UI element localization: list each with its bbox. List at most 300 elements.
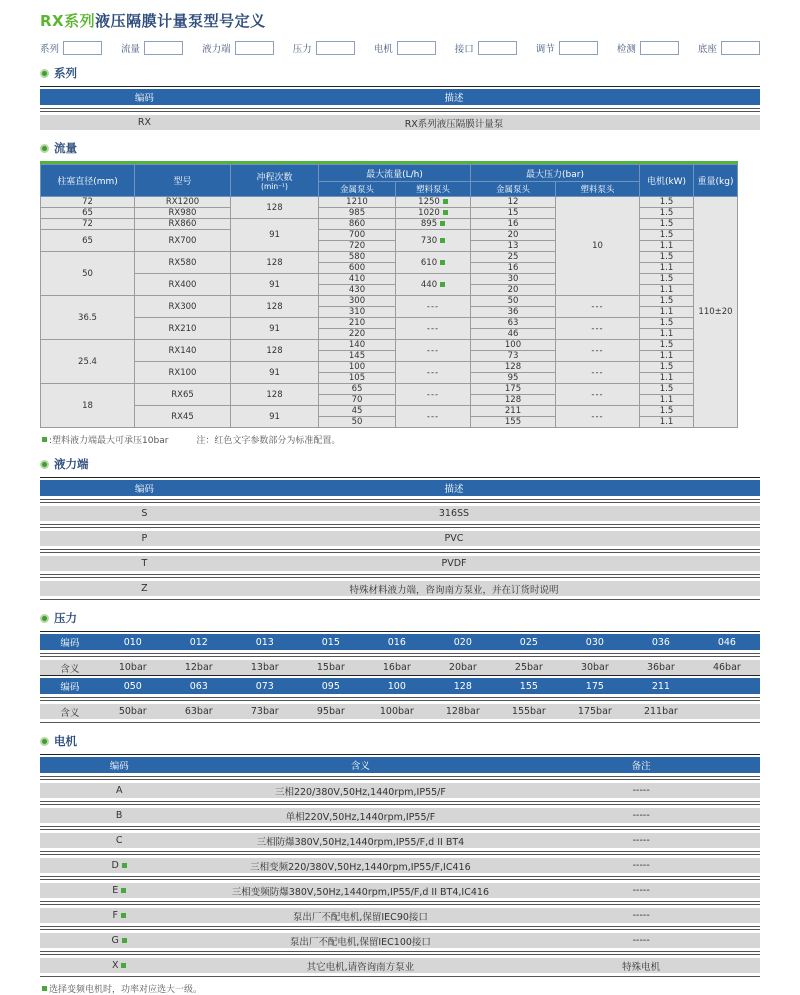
green-square-marker-icon bbox=[440, 282, 445, 287]
code-field-box bbox=[316, 41, 355, 55]
pressure-code: 046 bbox=[717, 636, 736, 648]
code-field-label: 检测 bbox=[616, 44, 636, 55]
pressure-code: 013 bbox=[255, 636, 274, 648]
pressure-value: 155bar bbox=[511, 706, 546, 717]
cell-motor-code: D bbox=[40, 860, 198, 871]
pressure-value: 211bar bbox=[643, 706, 678, 717]
flow-table-row bbox=[41, 340, 738, 351]
pressure-code: 036 bbox=[651, 636, 670, 648]
flow-cell: 730 bbox=[396, 230, 471, 252]
pressure-code: 020 bbox=[453, 636, 472, 648]
motor-row bbox=[40, 883, 760, 898]
table-row bbox=[40, 531, 760, 546]
flow-cell: 50 bbox=[319, 417, 396, 428]
table-header-row bbox=[40, 89, 760, 105]
flow-cell: 410 bbox=[319, 274, 396, 285]
flow-cell: 72 bbox=[41, 219, 135, 230]
code-field bbox=[202, 41, 274, 55]
code-field-label: 底座 bbox=[697, 44, 717, 55]
pressure-code: 175 bbox=[585, 680, 604, 692]
flow-cell: 1.5 bbox=[640, 296, 694, 307]
pressure-code: 015 bbox=[321, 636, 340, 648]
code-field-box bbox=[397, 41, 436, 55]
bullet-icon bbox=[40, 737, 49, 746]
flow-cell: 140 bbox=[319, 340, 396, 351]
flow-cell: --- bbox=[396, 296, 471, 318]
cell-meaning-label: 含义 bbox=[60, 707, 80, 719]
section-flow bbox=[40, 140, 760, 446]
flow-cell: 1.5 bbox=[640, 274, 694, 285]
row-separator bbox=[40, 851, 760, 855]
green-square-marker-icon bbox=[440, 221, 445, 226]
cell-code: P bbox=[141, 533, 148, 544]
flow-cell: 91 bbox=[231, 318, 319, 340]
flow-cell: 70 bbox=[319, 395, 396, 406]
code-field bbox=[698, 41, 760, 55]
flow-footnote bbox=[42, 433, 760, 446]
pressure-value: 20bar bbox=[448, 662, 477, 673]
flow-cell: 46 bbox=[471, 329, 556, 340]
pressure-code: 155 bbox=[519, 680, 538, 692]
flow-header-strokes-unit: (min⁻¹) bbox=[261, 182, 288, 191]
flow-cell: 100 bbox=[471, 340, 556, 351]
cell-code: S bbox=[141, 508, 148, 519]
column-header-desc: 描述 bbox=[444, 93, 464, 104]
flow-cell: 700 bbox=[319, 230, 396, 241]
flow-cell: 860 bbox=[319, 219, 396, 230]
flow-cell: 145 bbox=[319, 351, 396, 362]
code-field bbox=[293, 41, 355, 55]
bullet-icon bbox=[40, 144, 49, 153]
code-field-box bbox=[559, 41, 598, 55]
cell-motor-note: 特殊电机 bbox=[622, 961, 661, 973]
green-square-marker-icon bbox=[440, 260, 445, 265]
flow-cell: RX300 bbox=[135, 296, 231, 318]
green-square-marker-icon bbox=[42, 986, 47, 991]
flow-cell: --- bbox=[396, 362, 471, 384]
cell-motor-meaning: 其它电机,请咨询南方泵业 bbox=[306, 961, 415, 973]
flow-cell: 110±20 bbox=[694, 197, 738, 428]
flow-cell: 1.1 bbox=[640, 263, 694, 274]
bullet-icon bbox=[40, 614, 49, 623]
green-square-marker-icon bbox=[443, 210, 448, 215]
flow-cell: 1.1 bbox=[640, 329, 694, 340]
flow-cell: 36.5 bbox=[41, 296, 135, 340]
pressure-value: 63bar bbox=[184, 706, 213, 717]
cell-motor-note: ----- bbox=[632, 935, 650, 946]
flow-cell: 1210 bbox=[319, 197, 396, 208]
flow-cell: 985 bbox=[319, 208, 396, 219]
flow-cell: 1.1 bbox=[640, 241, 694, 252]
flow-cell: 1.5 bbox=[640, 362, 694, 373]
table-row bbox=[40, 581, 760, 596]
flow-cell: 1.5 bbox=[640, 406, 694, 417]
flow-cell: 1.5 bbox=[640, 197, 694, 208]
cell-motor-meaning: 三相防爆380V,50Hz,1440rpm,IP55/F,d II BT4 bbox=[256, 836, 465, 848]
pressure-value: 15bar bbox=[316, 662, 345, 673]
pressure-value: 50bar bbox=[118, 706, 147, 717]
flow-footnote-legend: :塑料液力端最大可承压10bar bbox=[49, 436, 169, 446]
row-separator bbox=[40, 108, 760, 112]
column-header-code: 编码 bbox=[134, 484, 154, 495]
flow-subheader-plastic-head: 塑料泵头 bbox=[396, 182, 471, 197]
flow-cell: 128 bbox=[471, 395, 556, 406]
flow-cell: 105 bbox=[319, 373, 396, 384]
flow-cell: 1.5 bbox=[640, 230, 694, 241]
pressure-value: 10bar bbox=[118, 662, 147, 673]
code-field bbox=[40, 41, 102, 55]
flow-cell: 63 bbox=[471, 318, 556, 329]
table-row bbox=[40, 506, 760, 521]
table-row bbox=[40, 115, 760, 130]
pressure-code: 095 bbox=[321, 680, 340, 692]
code-field-label: 流量 bbox=[121, 44, 141, 55]
row-separator bbox=[40, 524, 760, 528]
code-field-box bbox=[235, 41, 274, 55]
flow-cell: 220 bbox=[319, 329, 396, 340]
flow-cell: 95 bbox=[471, 373, 556, 384]
pressure-header-row bbox=[40, 634, 760, 650]
table-top-rule bbox=[40, 477, 760, 478]
flow-cell: 91 bbox=[231, 406, 319, 428]
cell-motor-meaning: 单相220V,50Hz,1440rpm,IP55/F bbox=[285, 811, 436, 823]
flow-header-diameter: 柱塞直径(mm) bbox=[41, 165, 135, 197]
flow-cell: 1.1 bbox=[640, 395, 694, 406]
flow-cell: 610 bbox=[396, 252, 471, 274]
green-square-marker-icon bbox=[122, 938, 127, 943]
table-bottom-rule bbox=[40, 722, 760, 723]
pressure-value: 36bar bbox=[646, 662, 675, 673]
flow-cell: 12 bbox=[471, 197, 556, 208]
flow-cell: 1.5 bbox=[640, 252, 694, 263]
motor-table bbox=[40, 754, 760, 977]
green-square-marker-icon bbox=[440, 238, 445, 243]
flow-cell: RX580 bbox=[135, 252, 231, 274]
code-field-box bbox=[478, 41, 517, 55]
section-title-series bbox=[40, 65, 760, 81]
cell-motor-code: F bbox=[40, 910, 198, 921]
cell-meaning-label: 含义 bbox=[60, 663, 80, 675]
pressure-value: 175bar bbox=[577, 706, 612, 717]
cell-motor-meaning: 泵出厂不配电机,保留IEC100接口 bbox=[289, 936, 431, 948]
cell-motor-note: ----- bbox=[632, 835, 650, 846]
cell-motor-note: ----- bbox=[632, 910, 650, 921]
motor-column-header: 含义 bbox=[350, 761, 370, 772]
green-square-marker-icon bbox=[42, 437, 47, 442]
flow-cell: 65 bbox=[41, 208, 135, 219]
cell-motor-meaning: 三相220/380V,50Hz,1440rpm,IP55/F bbox=[274, 786, 446, 798]
green-square-marker-icon bbox=[121, 888, 126, 893]
code-field-label: 系列 bbox=[40, 44, 60, 55]
flow-cell: 36 bbox=[471, 307, 556, 318]
row-separator bbox=[40, 653, 760, 657]
flow-cell: 65 bbox=[319, 384, 396, 395]
page-title-highlight: RX系列 bbox=[40, 12, 96, 30]
pressure-tables bbox=[40, 631, 760, 723]
section-title-hydraulic-end bbox=[40, 456, 760, 472]
flow-header-model: 型号 bbox=[135, 165, 231, 197]
green-square-marker-icon bbox=[443, 199, 448, 204]
cell-desc: RX系列液压隔膜计量泵 bbox=[404, 118, 504, 130]
flow-cell: 1250 bbox=[396, 197, 471, 208]
bottom-footnote-text: 选择变频电机时，功率对应选大一级。 bbox=[49, 985, 203, 995]
flow-cell: RX980 bbox=[135, 208, 231, 219]
section-title-pressure-label: 压力 bbox=[54, 611, 77, 625]
code-field-label: 电机 bbox=[373, 44, 393, 55]
section-pressure bbox=[40, 610, 760, 723]
table-top-rule bbox=[40, 631, 760, 632]
flow-cell: 310 bbox=[319, 307, 396, 318]
flow-cell: 1.1 bbox=[640, 417, 694, 428]
row-separator bbox=[40, 926, 760, 930]
code-field bbox=[374, 41, 436, 55]
cell-code: T bbox=[141, 558, 148, 569]
row-separator bbox=[40, 951, 760, 955]
flow-table-row bbox=[41, 197, 738, 208]
row-separator bbox=[40, 826, 760, 830]
table-header-row bbox=[40, 480, 760, 496]
code-field-box bbox=[63, 41, 102, 55]
row-separator bbox=[40, 574, 760, 578]
pressure-value-row bbox=[40, 660, 760, 675]
flow-cell: RX65 bbox=[135, 384, 231, 406]
pressure-value: 46bar bbox=[712, 662, 741, 673]
bottom-footnote bbox=[42, 982, 760, 995]
cell-motor-note: ----- bbox=[632, 785, 650, 796]
flow-subheader-metal-head: 金属泵头 bbox=[319, 182, 396, 197]
row-separator bbox=[40, 801, 760, 805]
flow-table-row bbox=[41, 362, 738, 373]
hydraulic-end-table bbox=[40, 477, 760, 600]
flow-cell: 65 bbox=[41, 230, 135, 252]
cell-motor-meaning: 三相变频220/380V,50Hz,1440rpm,IP55/F,IC416 bbox=[250, 861, 471, 873]
motor-row bbox=[40, 783, 760, 798]
flow-cell: RX210 bbox=[135, 318, 231, 340]
flow-cell: 128 bbox=[231, 197, 319, 219]
flow-cell: 91 bbox=[231, 274, 319, 296]
cell-motor-code: G bbox=[40, 935, 198, 946]
flow-cell: 16 bbox=[471, 219, 556, 230]
table-row bbox=[40, 556, 760, 571]
code-field-box bbox=[721, 41, 760, 55]
pressure-code: 073 bbox=[255, 680, 274, 692]
flow-cell: 1.5 bbox=[640, 340, 694, 351]
flow-cell: --- bbox=[396, 406, 471, 428]
flow-subheader-metal-head: 金属泵头 bbox=[471, 182, 556, 197]
table-top-rule bbox=[40, 754, 760, 755]
pressure-value: 128bar bbox=[445, 706, 480, 717]
code-field-box bbox=[144, 41, 183, 55]
motor-row bbox=[40, 833, 760, 848]
flow-cell: 1.5 bbox=[640, 384, 694, 395]
code-field bbox=[455, 41, 517, 55]
flow-cell: 1.5 bbox=[640, 219, 694, 230]
flow-table bbox=[40, 164, 738, 428]
table-bottom-rule bbox=[40, 599, 760, 600]
flow-cell: 175 bbox=[471, 384, 556, 395]
pressure-code: 016 bbox=[387, 636, 406, 648]
green-square-marker-icon bbox=[121, 913, 126, 918]
flow-cell: 100 bbox=[319, 362, 396, 373]
cell-motor-code: E bbox=[40, 885, 198, 896]
flow-cell: 1.1 bbox=[640, 373, 694, 384]
flow-cell: RX45 bbox=[135, 406, 231, 428]
flow-cell: 18 bbox=[41, 384, 135, 428]
flow-cell: 20 bbox=[471, 285, 556, 296]
flow-cell: RX140 bbox=[135, 340, 231, 362]
flow-cell: 50 bbox=[471, 296, 556, 307]
flow-cell: RX100 bbox=[135, 362, 231, 384]
flow-cell: 91 bbox=[231, 362, 319, 384]
flow-cell: 72 bbox=[41, 197, 135, 208]
flow-cell: --- bbox=[396, 384, 471, 406]
flow-cell: RX400 bbox=[135, 274, 231, 296]
flow-cell: 300 bbox=[319, 296, 396, 307]
bullet-icon bbox=[40, 460, 49, 469]
flow-cell: 25.4 bbox=[41, 340, 135, 384]
section-title-flow bbox=[40, 140, 760, 156]
pressure-code: 025 bbox=[519, 636, 538, 648]
flow-cell: 10 bbox=[556, 197, 640, 296]
motor-row bbox=[40, 933, 760, 948]
cell-motor-meaning: 泵出厂不配电机,保留IEC90接口 bbox=[292, 911, 428, 923]
flow-cell: 210 bbox=[319, 318, 396, 329]
column-header-code: 编码 bbox=[134, 93, 154, 104]
cell-motor-meaning: 三相变频防爆380V,50Hz,1440rpm,IP55/F,d II BT4,IC416 bbox=[231, 886, 489, 898]
pressure-code: 010 bbox=[123, 636, 142, 648]
section-motor bbox=[40, 733, 760, 977]
pressure-header-row bbox=[40, 678, 760, 694]
pressure-code: 211 bbox=[651, 680, 670, 692]
pressure-value: 16bar bbox=[382, 662, 411, 673]
code-field bbox=[536, 41, 598, 55]
row-separator bbox=[40, 549, 760, 553]
flow-cell: 211 bbox=[471, 406, 556, 417]
flow-cell: 16 bbox=[471, 263, 556, 274]
cell-motor-note: ----- bbox=[632, 885, 650, 896]
flow-table-wrap bbox=[40, 161, 738, 428]
flow-cell: --- bbox=[556, 362, 640, 384]
pressure-value: 95bar bbox=[316, 706, 345, 717]
pressure-value: 25bar bbox=[514, 662, 543, 673]
code-field bbox=[617, 41, 679, 55]
cell-desc: 316SS bbox=[438, 508, 470, 519]
flow-cell: 45 bbox=[319, 406, 396, 417]
motor-column-header: 备注 bbox=[631, 761, 651, 772]
column-header-desc: 描述 bbox=[444, 484, 464, 495]
row-separator bbox=[40, 901, 760, 905]
flow-cell: --- bbox=[556, 384, 640, 406]
flow-cell: 128 bbox=[231, 340, 319, 362]
flow-cell: 155 bbox=[471, 417, 556, 428]
flow-table-row bbox=[41, 296, 738, 307]
pressure-value: 12bar bbox=[184, 662, 213, 673]
flow-cell: RX1200 bbox=[135, 197, 231, 208]
flow-header-strokes bbox=[231, 165, 319, 197]
flow-cell: 73 bbox=[471, 351, 556, 362]
code-field-label: 调节 bbox=[535, 44, 555, 55]
section-title-motor bbox=[40, 733, 760, 749]
flow-cell: 91 bbox=[231, 219, 319, 252]
flow-cell: 13 bbox=[471, 241, 556, 252]
column-header-code: 编码 bbox=[60, 682, 80, 693]
pressure-code: 063 bbox=[189, 680, 208, 692]
flow-cell: --- bbox=[396, 340, 471, 362]
flow-header-max-pressure: 最大压力(bar) bbox=[471, 165, 640, 182]
flow-cell: 895 bbox=[396, 219, 471, 230]
row-separator bbox=[40, 499, 760, 503]
flow-cell: 128 bbox=[231, 296, 319, 318]
motor-column-header: 编码 bbox=[109, 761, 129, 772]
flow-header-motor: 电机(kW) bbox=[640, 165, 694, 197]
flow-cell: 430 bbox=[319, 285, 396, 296]
cell-motor-code: A bbox=[115, 785, 123, 796]
bullet-icon bbox=[40, 69, 49, 78]
green-square-marker-icon bbox=[122, 863, 127, 868]
code-field-label: 压力 bbox=[292, 44, 312, 55]
green-square-marker-icon bbox=[121, 963, 126, 968]
section-title-pressure bbox=[40, 610, 760, 626]
section-hydraulic-end bbox=[40, 456, 760, 600]
column-header-code: 编码 bbox=[60, 638, 80, 649]
section-title-flow-label: 流量 bbox=[54, 141, 77, 155]
flow-table-row bbox=[41, 406, 738, 417]
flow-cell: 1.5 bbox=[640, 208, 694, 219]
cell-motor-code: B bbox=[115, 810, 123, 821]
flow-cell: --- bbox=[556, 340, 640, 362]
code-field-label: 接口 bbox=[454, 44, 474, 55]
section-title-series-label: 系列 bbox=[54, 66, 77, 80]
pressure-code: 128 bbox=[453, 680, 472, 692]
cell-motor-code: X bbox=[40, 960, 198, 971]
motor-row bbox=[40, 958, 760, 973]
page-title-rest: 液压隔膜计量泵型号定义 bbox=[95, 12, 266, 30]
flow-cell: --- bbox=[556, 296, 640, 318]
flow-cell: 30 bbox=[471, 274, 556, 285]
pressure-value: 100bar bbox=[379, 706, 414, 717]
flow-table-row bbox=[41, 384, 738, 395]
cell-motor-code: C bbox=[115, 835, 123, 846]
cell-motor-note: ----- bbox=[632, 860, 650, 871]
row-separator bbox=[40, 776, 760, 780]
table-top-rule bbox=[40, 675, 760, 676]
flow-cell: --- bbox=[556, 406, 640, 428]
code-field bbox=[121, 41, 183, 55]
pressure-code: 030 bbox=[585, 636, 604, 648]
model-code-diagram bbox=[40, 41, 760, 55]
flow-cell: 50 bbox=[41, 252, 135, 296]
flow-cell: 128 bbox=[231, 252, 319, 274]
pressure-code: 050 bbox=[123, 680, 142, 692]
flow-cell: 25 bbox=[471, 252, 556, 263]
cell-motor-note: ----- bbox=[632, 810, 650, 821]
flow-cell: 128 bbox=[471, 362, 556, 373]
cell-code: Z bbox=[141, 583, 148, 594]
flow-table-row bbox=[41, 318, 738, 329]
flow-cell: 20 bbox=[471, 230, 556, 241]
pressure-code: 012 bbox=[189, 636, 208, 648]
pressure-code: 100 bbox=[387, 680, 406, 692]
cell-desc: 特殊材料液力端，咨询南方泵业，并在订货时说明 bbox=[349, 584, 559, 596]
code-field-label: 液力端 bbox=[202, 44, 231, 55]
table-bottom-rule bbox=[40, 976, 760, 977]
flow-cell: --- bbox=[556, 318, 640, 340]
row-separator bbox=[40, 876, 760, 880]
flow-cell: 15 bbox=[471, 208, 556, 219]
flow-cell: RX700 bbox=[135, 230, 231, 252]
flow-header-max-flow: 最大流量(L/h) bbox=[319, 165, 471, 182]
flow-footnote-note: 注：红色文字参数部分为标准配置。 bbox=[196, 436, 341, 446]
